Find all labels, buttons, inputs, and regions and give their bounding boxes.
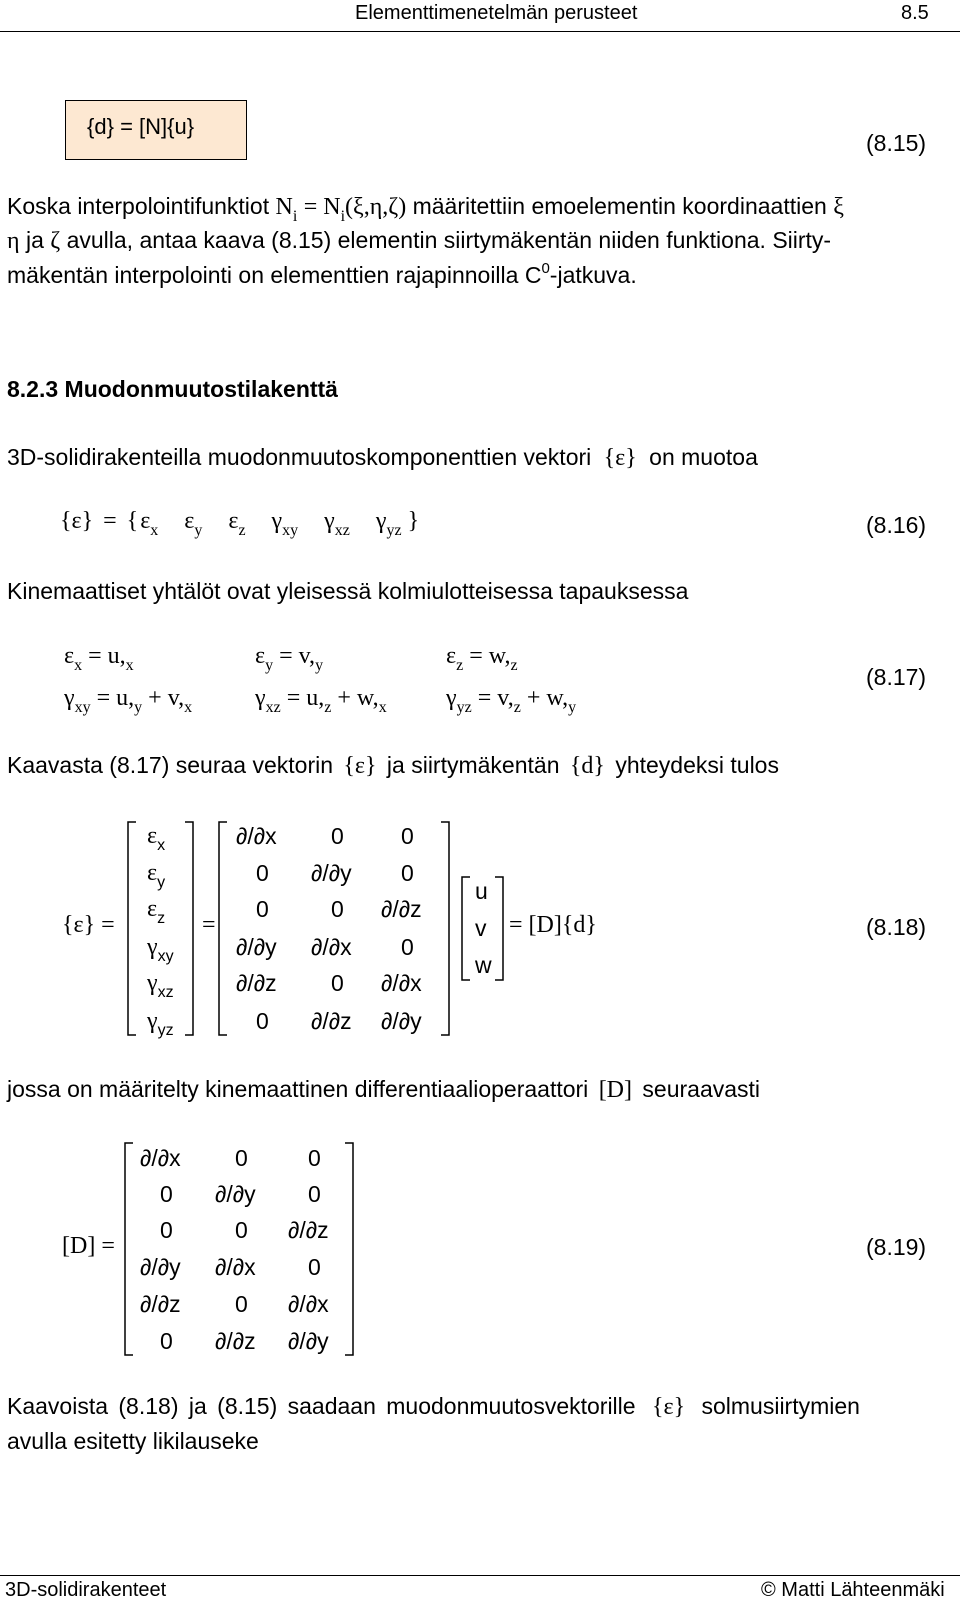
eq-8-18-strain-0-sym: ε xyxy=(147,823,158,849)
p4-text-b: ja siirtymäkentän xyxy=(386,752,560,778)
eq-8-18-strain-1-sub: y xyxy=(157,874,166,891)
eq-8-17-txt-104: + v, xyxy=(142,685,185,711)
eq-8-17-txt-012: = v, xyxy=(273,643,316,669)
eq-8-19-op-r4c3: 0 xyxy=(308,1254,321,1280)
p1-fn-sub: i xyxy=(292,208,298,225)
eq-8-17-txt-002: = u, xyxy=(82,643,126,669)
eq-8-19-op-r2c2: ∂/∂y xyxy=(215,1181,256,1207)
eq-8-18-lhs: {ε} = xyxy=(62,912,115,938)
eq-8-18-disp-1: v xyxy=(475,915,487,941)
eq-8-18-op-r6c3: ∂/∂y xyxy=(381,1008,422,1034)
p6-text-b: solmusiirtymien xyxy=(701,1393,860,1419)
eq-8-18-strain-3-sub: xy xyxy=(157,948,174,965)
eq-8-17-txt-020: ε xyxy=(446,643,457,669)
eq-8-17-sub-105: x xyxy=(184,699,193,716)
equation-number-8-19: (8.19) xyxy=(866,1234,927,1260)
eq-8-19-op-r3c2: 0 xyxy=(235,1217,248,1243)
eq-8-18-strain-5-sym: γ xyxy=(147,1008,158,1034)
eq-8-18-op-r3c3: ∂/∂z xyxy=(381,896,422,922)
eq-8-18-disp-2: w xyxy=(475,952,492,978)
footer-copyright: © Matti Lähteenmäki xyxy=(761,1579,945,1601)
eq-8-16-comp-3-sym: γ xyxy=(271,508,283,534)
eq-8-17-sub-115: x xyxy=(378,699,387,716)
eq-8-18-op-r2c3: 0 xyxy=(401,860,414,886)
eq-8-17-txt-112: = u, xyxy=(280,685,325,711)
p1-text-c: avulla, antaa kaava (8.15) elementin siirtymäkentän niiden funktiona. Siirty- xyxy=(66,227,832,253)
eq-8-18-op-r4c1: ∂/∂y xyxy=(236,934,277,960)
eq-8-19-op-r5c1: ∂/∂z xyxy=(140,1291,181,1317)
eq-8-18-op-r4c3: 0 xyxy=(401,934,414,960)
eq-8-18-strain-3-sym: γ xyxy=(147,934,158,960)
p1-eta: η xyxy=(7,228,20,254)
eq-8-19-op-r2c3: 0 xyxy=(308,1181,321,1207)
eq-8-19-op-r6c2: ∂/∂z xyxy=(215,1328,256,1354)
eq-8-18-disp-0: u xyxy=(475,878,488,904)
eq-8-16-comp-2-sym: ε xyxy=(228,508,239,534)
eq-8-16-comp-1-sub: y xyxy=(194,522,203,539)
equation-number-8-16: (8.16) xyxy=(866,512,927,538)
p1-fn-N: N xyxy=(275,194,293,220)
eq-8-18-op-r2c2: ∂/∂y xyxy=(311,860,352,886)
eq-8-18-op-r4c2: ∂/∂x xyxy=(311,934,352,960)
p2-text-a: 3D-solidirakenteilla muodonmuutoskomponenttien vektori xyxy=(7,444,592,470)
eq-8-18-strain-4-sub: xz xyxy=(157,984,174,1001)
eq-8-18-op-r6c2: ∂/∂z xyxy=(311,1008,352,1034)
eq-8-18-rhs: = [D]{d} xyxy=(509,912,597,938)
p4-text-c: yhteydeksi tulos xyxy=(615,752,779,778)
eq-8-16-comp-5-sub: yz xyxy=(386,522,402,539)
eq-8-16-comp-5-sym: γ xyxy=(375,508,387,534)
eq-8-19-op-r4c1: ∂/∂y xyxy=(140,1254,181,1280)
eq-8-18-equals: = xyxy=(202,912,216,938)
eq-8-16-close-brace: } xyxy=(407,508,420,534)
eq-8-18-op-r3c1: 0 xyxy=(256,896,269,922)
eq-8-17-sub-121: yz xyxy=(456,699,472,716)
eq-8-16-comp-0-sym: ε xyxy=(140,508,151,534)
p1-zeta: ζ xyxy=(50,228,61,254)
eq-8-17-sub-013: y xyxy=(315,657,324,674)
eq-8-19-lhs: [D] = xyxy=(62,1233,115,1259)
p2-text-b: on muotoa xyxy=(649,444,758,470)
eq-8-19-op-r6c3: ∂/∂y xyxy=(288,1328,329,1354)
p1-text-a: Koska interpolointifunktiot xyxy=(7,193,270,219)
eq-8-19-op-r5c3: ∂/∂x xyxy=(288,1291,329,1317)
eq-8-17-sub-103: y xyxy=(134,699,143,716)
p5-text-a: jossa on määritelty kinemaattinen differentiaalioperaattori xyxy=(7,1076,589,1102)
eq-8-15-rhs: [N]{u} xyxy=(139,114,195,139)
eq-8-17-sub-123: z xyxy=(513,699,521,716)
footer-rule xyxy=(0,1575,960,1576)
eq-8-19-op-r3c1: 0 xyxy=(160,1217,173,1243)
eq-8-19-op-r4c2: ∂/∂x xyxy=(215,1254,256,1280)
eq-8-16-equals: = xyxy=(103,508,117,534)
equation-number-8-17: (8.17) xyxy=(866,664,927,690)
p4-d-vector: {d} xyxy=(569,753,605,779)
eq-8-17-txt-000: ε xyxy=(64,643,75,669)
eq-8-18-strain-0-sub: x xyxy=(157,837,166,854)
eq-8-18-op-r1c1: ∂/∂x xyxy=(236,823,277,849)
p1-text-b: määritettiin emoelementin koordinaattien xyxy=(412,193,827,219)
eq-8-16-comp-0-sub: x xyxy=(150,522,159,539)
eq-8-16-comp-2-sub: z xyxy=(238,522,246,539)
eq-8-16-lhs: {ε} xyxy=(60,508,94,534)
eq-8-18-op-r5c1: ∂/∂z xyxy=(236,970,277,996)
eq-8-17-txt-100: γ xyxy=(64,685,75,711)
eq-8-17-sub-001: x xyxy=(74,657,83,674)
eq-8-19-op-r1c1: ∂/∂x xyxy=(140,1145,181,1171)
eq-8-16-comp-1-sym: ε xyxy=(184,508,195,534)
eq-8-17-txt-102: = u, xyxy=(90,685,135,711)
eq-8-19-op-r6c1: 0 xyxy=(160,1328,173,1354)
p1-eq-sub: i xyxy=(340,208,346,225)
eq-8-17-txt-022: = w, xyxy=(463,643,511,669)
p2-epsilon-vector: {ε} xyxy=(603,445,637,471)
p1-c: C xyxy=(524,262,542,288)
section-heading: 8.2.3 Muodonmuutostilakenttä xyxy=(7,376,338,402)
eq-8-17-txt-120: γ xyxy=(446,685,457,711)
eq-8-18-op-r3c2: 0 xyxy=(331,896,344,922)
p5-text-b: seuraavasti xyxy=(642,1076,761,1102)
eq-8-16-comp-4-sym: γ xyxy=(324,508,335,534)
eq-8-19-op-r2c1: 0 xyxy=(160,1181,173,1207)
eq-8-19-op-r3c3: ∂/∂z xyxy=(288,1217,329,1243)
eq-8-19-bracket-right-path xyxy=(345,1143,353,1355)
paragraph-6-line-1 xyxy=(7,1393,860,1421)
page-number: 8.5 xyxy=(901,2,929,24)
eq-8-16-open-brace: { xyxy=(126,508,139,534)
eq-8-16-comp-4-sub: xz xyxy=(334,522,350,539)
p1-text-e: -jatkuva. xyxy=(549,262,637,288)
eq-8-17-txt-110: γ xyxy=(255,685,266,711)
eq-8-18-op-r1c2: 0 xyxy=(331,823,344,849)
eq-8-19-op-r1c2: 0 xyxy=(235,1145,248,1171)
eq-8-18-strain-5-sub: yz xyxy=(157,1022,174,1039)
eq-8-17-sub-111: xz xyxy=(265,699,281,716)
eq-8-17-sub-113: z xyxy=(324,699,332,716)
eq-8-18-op-r5c3: ∂/∂x xyxy=(381,970,422,996)
p1-eq-N: = N xyxy=(303,194,341,220)
eq-8-15-equals: = xyxy=(120,114,133,139)
eq-8-18-strain-4-sym: γ xyxy=(147,970,158,996)
paragraph-3: Kinemaattiset yhtälöt ovat yleisessä kolmiulotteisessa tapauksessa xyxy=(7,578,689,604)
eq-8-17-txt-124: + w, xyxy=(520,685,569,711)
eq-8-18-strain-1-sym: ε xyxy=(147,860,158,886)
p4-epsilon-vector: {ε} xyxy=(343,753,377,779)
eq-8-18-strain-2-sub: z xyxy=(157,910,166,927)
footer-chapter: 3D-solidirakenteet xyxy=(5,1579,167,1601)
eq-8-17-sub-101: xy xyxy=(74,699,91,716)
eq-8-18-strain-2-sym: ε xyxy=(147,896,158,922)
eq-8-18-op-r5c2: 0 xyxy=(331,970,344,996)
eq-8-19-op-r5c2: 0 xyxy=(235,1291,248,1317)
p1-args: (ξ,η,ζ) xyxy=(345,194,407,220)
equation-number-8-18: (8.18) xyxy=(866,914,927,940)
eq-8-15-lhs: {d} xyxy=(87,114,114,139)
eq-8-17-txt-114: + w, xyxy=(331,685,379,711)
eq-8-17-txt-010: ε xyxy=(255,643,266,669)
eq-8-17-sub-011: y xyxy=(265,657,274,674)
p1-text-d: mäkentän interpolointi on elementtien rajapinnoilla xyxy=(7,262,519,288)
equation-number-8-15: (8.15) xyxy=(866,130,927,156)
eq-8-17-sub-003: x xyxy=(125,657,134,674)
eq-8-19-op-r1c3: 0 xyxy=(308,1145,321,1171)
eq-8-17-sub-125: y xyxy=(568,699,577,716)
p4-text-a: Kaavasta (8.17) seuraa vektorin xyxy=(7,752,334,778)
running-header-title: Elementtimenetelmän perusteet xyxy=(355,2,638,24)
p6-text-a: Kaavoista (8.18) ja (8.15) saadaan muodonmuutosvektorille xyxy=(7,1393,636,1419)
eq-8-18-op-r1c3: 0 xyxy=(401,823,414,849)
paragraph-6-line-2: avulla esitetty likilauseke xyxy=(7,1428,259,1454)
eq-8-18-op-r6c1: 0 xyxy=(256,1008,269,1034)
p1-ja: ja xyxy=(25,227,44,253)
eq-8-16-comp-3-sub: xy xyxy=(282,522,299,539)
eq-8-17-sub-023: z xyxy=(510,657,518,674)
p5-d-operator: [D] xyxy=(598,1077,633,1103)
p1-c-sup: 0 xyxy=(541,260,550,277)
eq-8-17-sub-021: z xyxy=(456,657,464,674)
eq-8-17-txt-122: = v, xyxy=(471,685,514,711)
p1-xi: ξ xyxy=(833,194,844,220)
eq-8-18-op-r2c1: 0 xyxy=(256,860,269,886)
p6-epsilon-vector: {ε} xyxy=(651,1394,686,1420)
